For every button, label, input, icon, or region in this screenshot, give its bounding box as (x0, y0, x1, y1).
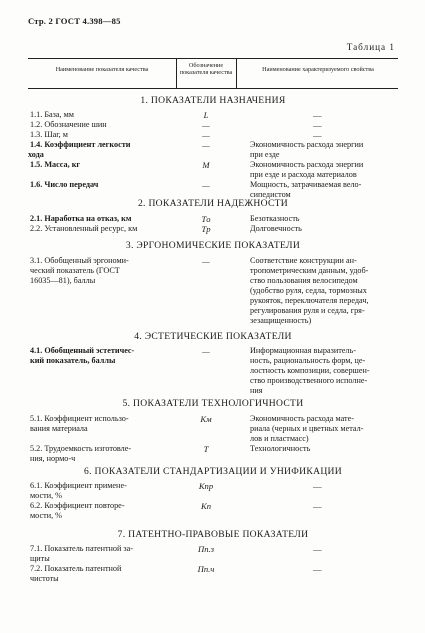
section-title: 6. ПОКАЗАТЕЛИ СТАНДАРТИЗАЦИИ И УНИФИКАЦИИ (83, 466, 343, 477)
row-symbol: T (203, 444, 209, 454)
row-property-continued: ность, рациональность форм, це- (250, 356, 366, 365)
row-property: Соответствие конструкции ан- (250, 256, 357, 265)
row-property: — (313, 501, 322, 511)
section-title: 5. ПОКАЗАТЕЛИ ТЕХНОЛОГИЧНОСТИ (122, 398, 304, 409)
row-symbol: Kп (200, 501, 212, 511)
row-symbol: — (202, 140, 210, 150)
row-property-continued: сипедистом (250, 190, 291, 199)
row-property: Технологичность (250, 444, 311, 453)
row-property-continued: лов и пластмасс) (250, 434, 309, 443)
row-symbol: — (202, 346, 210, 356)
row-name-continued: мости, % (30, 511, 62, 520)
row-symbol: — (202, 130, 210, 140)
table-label: Таблица 1 (346, 42, 395, 52)
row-symbol: Kпр (198, 481, 214, 491)
row-symbol: Пп.ч (197, 564, 215, 574)
row-name-continued: щиты (30, 554, 50, 563)
column-header-symbol: Обозначение показателя качества (179, 62, 233, 76)
column-header-name: Наименование показателя качества (55, 66, 149, 73)
column-header-property: Наименование характеризуемого свойства (262, 66, 374, 73)
header-col-divider-2 (236, 58, 237, 88)
row-name: 5.1. Коэффициент использо- (30, 414, 129, 423)
section-title: 7. ПАТЕНТНО-ПРАВОВЫЕ ПОКАЗАТЕЛИ (117, 529, 309, 540)
row-property: Долговечность (250, 224, 302, 233)
row-name: 2.2. Установленный ресурс, км (30, 224, 138, 233)
header-col-divider-1 (176, 58, 177, 88)
row-name-continued: мости, % (30, 491, 62, 500)
row-symbol: — (202, 256, 210, 266)
row-property-continued: ство пользования велосипедом (250, 276, 358, 285)
row-property-continued: рукояток, переключателя передач, (250, 296, 369, 305)
row-name: 5.2. Трудоемкость изготовле- (30, 444, 132, 453)
row-name: 1.1. База, мм (30, 110, 74, 119)
row-symbol: Пп.з (197, 544, 214, 554)
row-symbol: Tр (201, 224, 211, 234)
section-title: 3. ЭРГОНОМИЧЕСКИЕ ПОКАЗАТЕЛИ (125, 240, 301, 251)
row-name-continued: хода (28, 150, 44, 159)
row-name-continued: вания материала (30, 424, 88, 433)
row-name: 1.5. Масса, кг (30, 160, 81, 169)
row-property: — (313, 130, 322, 140)
row-name-continued: ния, нормо-ч (30, 454, 76, 463)
row-symbol: Tо (201, 214, 211, 224)
row-name: 4.1. Обобщенный эстетичес- (30, 346, 135, 355)
row-name: 1.4. Коэффициент легкости (30, 140, 131, 149)
row-name: 3.1. Обобщенный эргономи- (30, 256, 129, 265)
section-title: 2. ПОКАЗАТЕЛИ НАДЕЖНОСТИ (137, 198, 289, 209)
section-title: 1. ПОКАЗАТЕЛИ НАЗНАЧЕНИЯ (140, 95, 286, 106)
row-name-continued: 16035—81), баллы (30, 276, 96, 285)
row-property-continued: ство производственного исполне- (250, 376, 368, 385)
row-property-continued: лостность композиции, совершен- (250, 366, 370, 375)
row-property: Экономичность расхода мате- (250, 414, 354, 423)
row-property: Экономичность расхода энергии (250, 160, 364, 169)
row-property: — (313, 120, 322, 130)
row-property-continued: ния (250, 386, 263, 395)
row-property-continued: риала (черных и цветных метал- (250, 424, 364, 433)
row-symbol: M (202, 160, 210, 170)
row-name: 6.2. Коэффициент повторе- (30, 501, 125, 510)
row-property: Мощность, затрачиваемая вело- (250, 180, 362, 189)
page-header: Стр. 2 ГОСТ 4.398—85 (28, 16, 121, 26)
row-name: 1.6. Число передач (30, 180, 99, 189)
row-property-continued: (удобство руля, седла, тормозных (250, 286, 367, 295)
row-name: 7.2. Показатель патентной (30, 564, 122, 573)
row-name-continued: чистоты (30, 574, 59, 583)
header-bottom-rule (28, 88, 398, 89)
table-top-rule (28, 58, 398, 59)
row-name: 7.1. Показатель патентной за- (30, 544, 134, 553)
row-property: Информационная выразитель- (250, 346, 356, 355)
row-name: 1.2. Обозначение шин (30, 120, 107, 129)
row-name: 1.3. Шаг, м (30, 130, 68, 139)
row-name: 2.1. Наработка на отказ, км (30, 214, 132, 223)
row-name-continued: ческий показатель (ГОСТ (30, 266, 120, 275)
row-property-continued: при езде и расхода материалов (250, 170, 357, 179)
row-property: Безотказность (250, 214, 300, 223)
row-property-continued: зезащищенность) (250, 316, 312, 325)
row-property-continued: тропометрическим данным, удоб- (250, 266, 369, 275)
row-property-continued: при езде (250, 150, 280, 159)
row-property: — (313, 481, 322, 491)
row-symbol: Kм (200, 414, 212, 424)
row-symbol: — (202, 180, 210, 190)
row-property: — (313, 544, 322, 554)
row-property-continued: регулирования руля и седла, гря- (250, 306, 365, 315)
row-property: — (313, 564, 322, 574)
row-symbol: L (203, 110, 209, 120)
row-property: Экономичность расхода энергии (250, 140, 364, 149)
row-name-continued: кий показатель, баллы (30, 356, 116, 365)
section-title: 4. ЭСТЕТИЧЕСКИЕ ПОКАЗАТЕЛИ (134, 331, 292, 342)
row-symbol: — (202, 120, 210, 130)
row-name: 6.1. Коэффициент примене- (30, 481, 127, 490)
row-property: — (313, 110, 322, 120)
